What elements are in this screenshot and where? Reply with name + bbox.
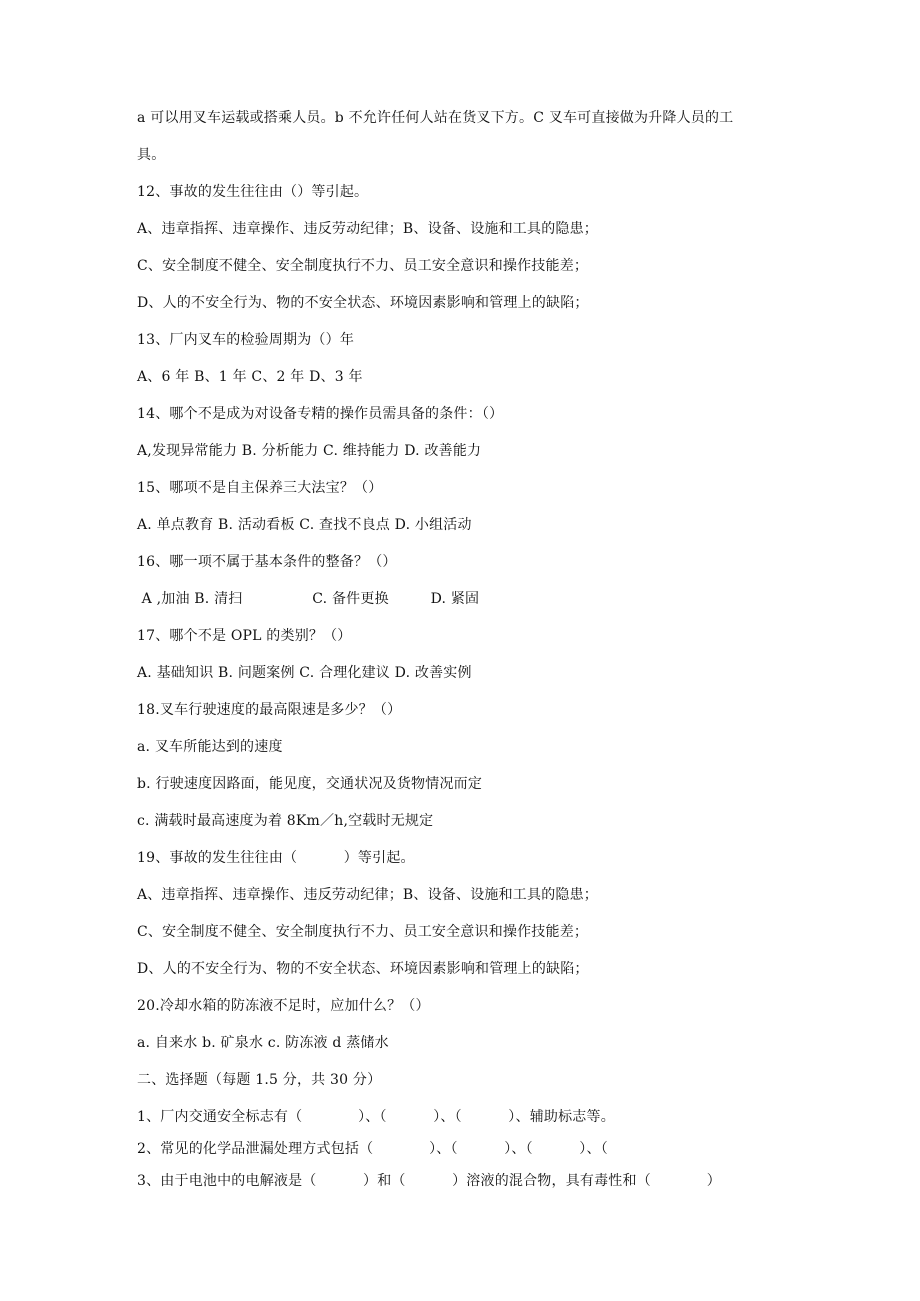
- section-2-heading: 二、选择题（每题 1.5 分，共 30 分）: [137, 1072, 382, 1088]
- question-12-option-d: D、人的不安全行为、物的不安全状态、环境因素影响和管理上的缺陷；: [137, 295, 589, 311]
- question-11-options-text: a 可以用叉车运载或搭乘人员。b 不允许任何人站在货叉下方。C 叉车可直接做为升降人员的工: [137, 110, 734, 126]
- fill-question-3: 3、由于电池中的电解液是（ ）和（ ）溶液的混合物，具有毒性和（ ）: [137, 1173, 721, 1189]
- question-19-text: 19、事故的发生往往由（ ）等引起。: [137, 850, 415, 866]
- question-18-option-c: c. 满载时最高速度为着 8Km／h,空载时无规定: [137, 813, 434, 829]
- question-13-options: A、6 年 B、1 年 C、2 年 D、3 年: [137, 369, 363, 385]
- question-17-options: A. 基础知识 B. 问题案例 C. 合理化建议 D. 改善实例: [137, 665, 472, 681]
- fill-question-2: 2、常见的化学品泄漏处理方式包括（ ）、（ ）、（ ）、（: [137, 1141, 608, 1157]
- question-12-option-c: C、安全制度不健全、安全制度执行不力、员工安全意识和操作技能差；: [137, 258, 589, 274]
- question-15-text: 15、哪项不是自主保养三大法宝？（）: [137, 480, 383, 496]
- question-17-text: 17、哪个不是 OPL 的类别？（）: [137, 628, 352, 644]
- question-16-text: 16、哪一项不属于基本条件的整备？（）: [137, 554, 397, 570]
- question-12-option-ab: A、违章指挥、违章操作、违反劳动纪律；B、设备、设施和工具的隐患；: [137, 221, 598, 237]
- question-14-text: 14、哪个不是成为对设备专精的操作员需具备的条件：（）: [137, 406, 504, 422]
- question-20-text: 20.冷却水箱的防冻液不足时，应加什么？（）: [137, 998, 430, 1014]
- question-18-option-a: a. 叉车所能达到的速度: [137, 739, 283, 755]
- question-13-text: 13、厂内叉车的检验周期为（）年: [137, 332, 355, 348]
- fill-question-1: 1、厂内交通安全标志有（ ）、（ ）、（ ）、辅助标志等。: [137, 1109, 615, 1125]
- question-19-option-d: D、人的不安全行为、物的不安全状态、环境因素影响和管理上的缺陷；: [137, 961, 589, 977]
- question-18-option-b: b. 行驶速度因路面，能见度，交通状况及货物情况而定: [137, 776, 483, 792]
- question-14-options: A,发现异常能力 B. 分析能力 C. 维持能力 D. 改善能力: [137, 443, 482, 459]
- question-19-option-ab: A、违章指挥、违章操作、违反劳动纪律；B、设备、设施和工具的隐患；: [137, 887, 598, 903]
- question-12-text: 12、事故的发生往往由（）等引起。: [137, 184, 369, 200]
- question-19-option-c: C、安全制度不健全、安全制度执行不力、员工安全意识和操作技能差；: [137, 924, 589, 940]
- question-18-text: 18.叉车行驶速度的最高限速是多少？（）: [137, 702, 402, 718]
- question-16-options: A ,加油 B. 清扫 C. 备件更换 D. 紧固: [137, 591, 480, 607]
- question-11-options-continued: 具。: [137, 147, 166, 163]
- question-15-options: A. 单点教育 B. 活动看板 C. 查找不良点 D. 小组活动: [137, 517, 472, 533]
- question-20-options: a. 自来水 b. 矿泉水 c. 防冻液 d 蒸储水: [137, 1035, 389, 1051]
